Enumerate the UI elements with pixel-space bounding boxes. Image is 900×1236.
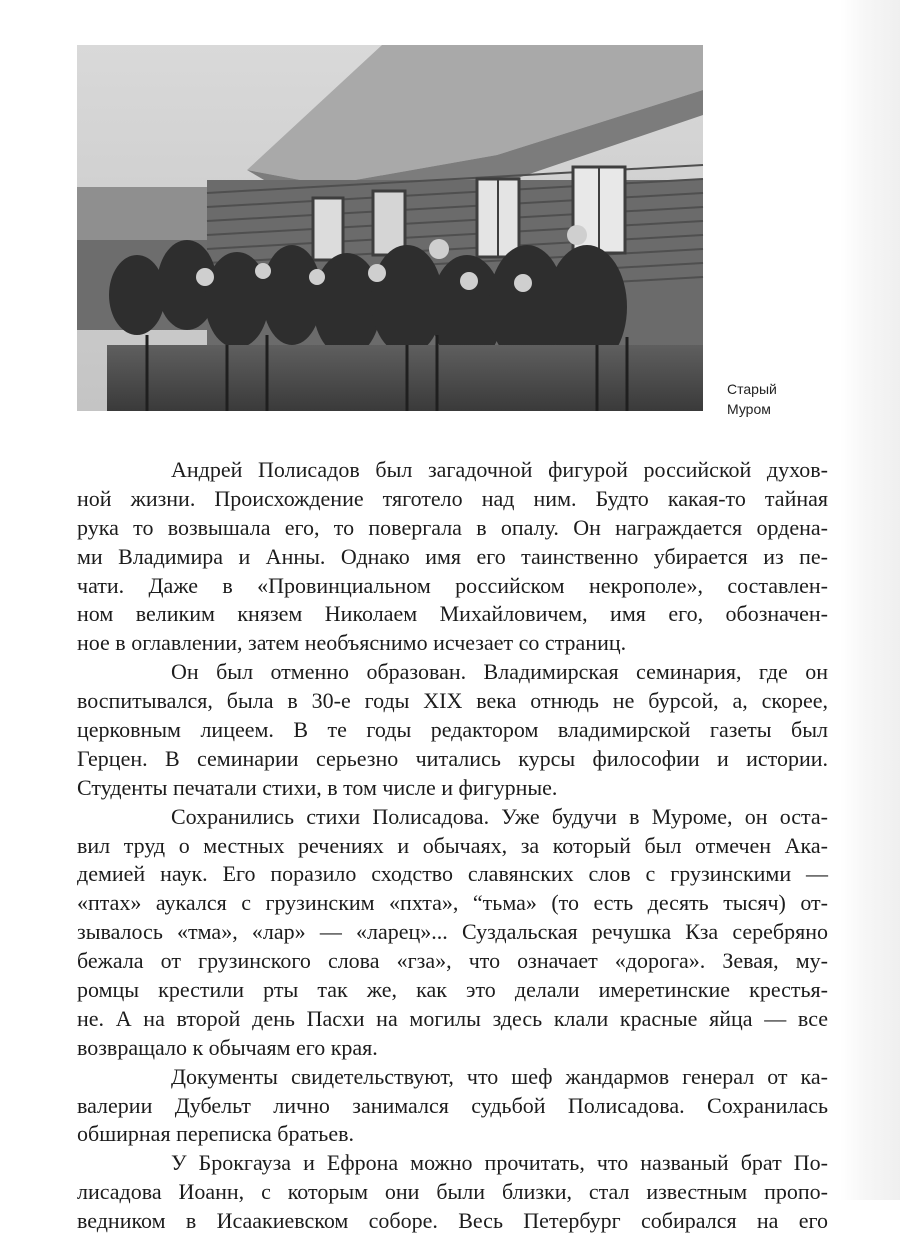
text-line: ромцы крестили рты так же, как это делали имеретинские крестья- — [77, 977, 828, 1003]
text-line: возвращало к обычаям его края. — [77, 1034, 378, 1060]
photo-illustration — [77, 45, 703, 411]
text-line: Андрей Полисадов был загадочной фигурой российской духов- — [171, 457, 828, 482]
text-line: Студенты печатали стихи, в том числе и фигурные. — [77, 774, 558, 800]
photo-caption — [727, 379, 847, 419]
text-line: лисадова Иоанн, с которым они были близки, стал известным пропо- — [77, 1179, 828, 1205]
text-line: воспитывался, была в 30-е годы XIX века отнюдь не бурсой, а, скорее, — [77, 688, 828, 714]
text-line: Сохранились стихи Полисадова. Уже будучи в Муроме, он оста- — [171, 803, 828, 829]
text-line: ной жизни. Происхождение тяготело над ним. Будто какая-то тайная — [77, 485, 828, 511]
text-line: ведником в Исаакиевском соборе. Весь Петербург собирался на его — [77, 1208, 828, 1234]
old-murom-photo — [77, 45, 703, 411]
text-line: бежала от грузинского слова «гза», что означает «дорога». Зевая, му- — [77, 948, 828, 974]
text-line: ное в оглавлении, затем необъяснимо исчезает со страниц. — [77, 630, 627, 656]
text-line: вил труд о местных речениях и обычаях, за который был отмечен Ака- — [77, 832, 828, 858]
caption-line: Муром — [727, 401, 771, 417]
text-line: Документы свидетельствуют, что шеф жандармов генерал от ка- — [171, 1063, 828, 1089]
text-line: ном великим князем Николаем Михайловичем, имя его, обозначен- — [77, 601, 828, 627]
text-line: У Брокгауза и Ефрона можно прочитать, что названый брат По- — [171, 1150, 828, 1176]
text-line: Он был отменно образован. Владимирская семинария, где он — [171, 659, 828, 685]
page-edge-shadow — [840, 0, 900, 1200]
body-text — [77, 456, 828, 1236]
text-line: «птах» аукался с грузинским «пхта», “тьма» (то есть десять тысяч) от- — [77, 890, 828, 916]
text-line: ми Владимира и Анны. Однако имя его таинственно убирается из пе- — [77, 543, 828, 569]
text-line: обширная переписка братьев. — [77, 1121, 354, 1147]
text-line: зывалось «тма», «лар» — «ларец»... Суздальская речушка Кза серебряно — [77, 919, 828, 945]
text-line: чати. Даже в «Провинциальном российском некрополе», составлен- — [77, 572, 828, 598]
text-line: рука то возвышала его, то повергала в опалу. Он награждается ордена- — [77, 514, 828, 540]
text-line: Герцен. В семинарии серьезно читались курсы философии и истории. — [77, 745, 828, 771]
text-line: демией наук. Его поразило сходство славянских слов с грузинскими — — [77, 861, 828, 887]
caption-line: Старый — [727, 381, 777, 397]
text-line: церковным лицеем. В те годы редактором владимирской газеты был — [77, 717, 828, 743]
text-line: валерии Дубельт лично занимался судьбой Полисадова. Сохранилась — [77, 1092, 828, 1118]
text-line: не. А на второй день Пасхи на могилы здесь клали красные яйца — все — [77, 1005, 828, 1031]
